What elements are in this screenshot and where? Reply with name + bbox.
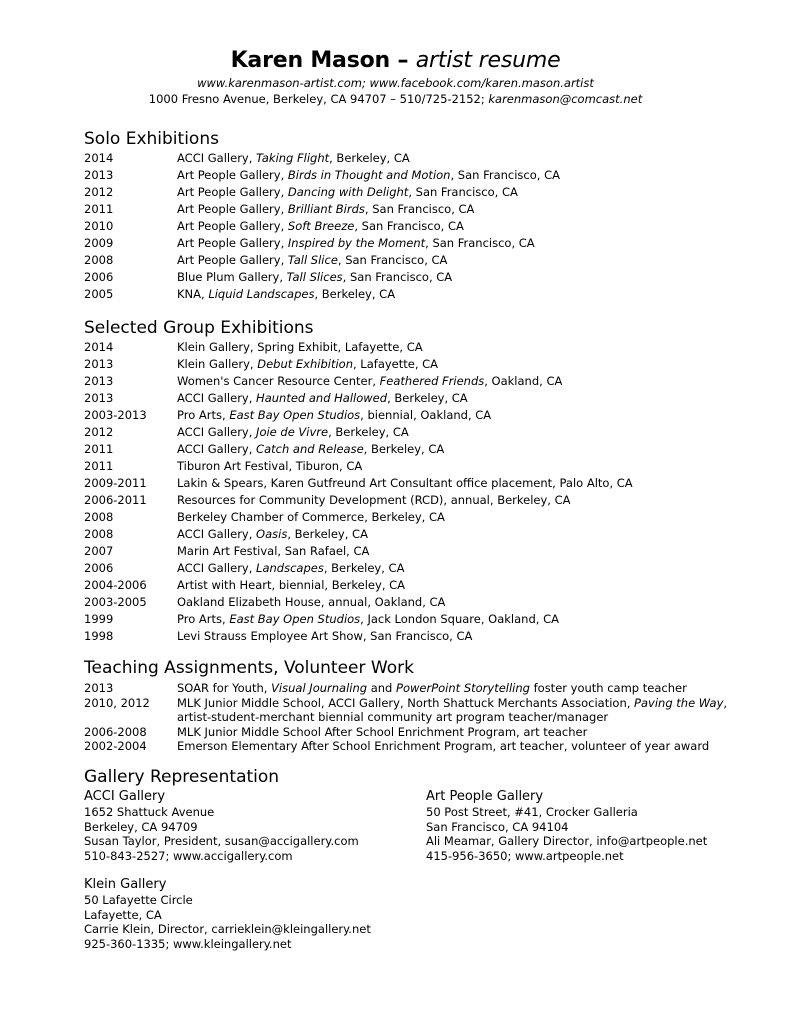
exhibition-row bbox=[84, 458, 744, 475]
teaching-row bbox=[84, 696, 744, 725]
exhibition-details bbox=[177, 269, 744, 286]
teaching-details bbox=[177, 725, 744, 740]
exhibition-details bbox=[177, 356, 744, 373]
exhibition-venue: ACCI Gallery, bbox=[177, 527, 257, 541]
exhibition-location: , Berkeley, CA bbox=[323, 561, 405, 575]
exhibition-year: 2008 bbox=[84, 527, 114, 541]
teaching-details bbox=[177, 681, 744, 696]
exhibition-venue: Pro Arts, bbox=[177, 408, 230, 422]
exhibition-details bbox=[177, 252, 744, 269]
gallery-name: Art People Gallery bbox=[426, 789, 544, 804]
exhibition-details bbox=[177, 201, 744, 218]
exhibition-year: 2013 bbox=[84, 374, 114, 388]
exhibition-row bbox=[84, 509, 744, 526]
exhibition-details bbox=[177, 390, 744, 407]
exhibition-year: 2006 bbox=[84, 270, 114, 284]
teaching-row bbox=[84, 739, 744, 754]
exhibition-year: 2003-2005 bbox=[84, 595, 147, 609]
teaching-details bbox=[177, 739, 744, 754]
exhibition-year: 2004-2006 bbox=[84, 578, 147, 592]
exhibition-venue: KNA, bbox=[177, 287, 209, 301]
exhibition-venue: Art People Gallery, bbox=[177, 253, 288, 267]
exhibition-row bbox=[84, 218, 744, 235]
exhibition-location: , San Francisco, CA bbox=[364, 202, 475, 216]
resume-title bbox=[0, 47, 791, 75]
exhibition-row bbox=[84, 526, 744, 543]
exhibition-venue: ACCI Gallery, bbox=[177, 391, 257, 405]
gallery-line: 510-843-2527; www.accigallery.com bbox=[84, 848, 293, 863]
exhibition-location: , Berkeley, CA bbox=[329, 151, 410, 165]
teaching-row bbox=[84, 725, 744, 740]
exhibition-details bbox=[177, 167, 744, 184]
exhibition-location: , San Francisco, CA bbox=[450, 168, 560, 182]
exhibition-details bbox=[177, 577, 744, 594]
gallery-line: 50 Lafayette Circle bbox=[84, 893, 193, 907]
exhibition-year: 2009-2011 bbox=[84, 476, 147, 490]
exhibition-details bbox=[177, 543, 744, 560]
teaching-program-title: Paving the Way bbox=[634, 695, 724, 710]
exhibition-venue: ACCI Gallery, bbox=[177, 442, 257, 456]
exhibition-location: , San Francisco, CA bbox=[337, 253, 448, 267]
exhibition-venue: Klein Gallery, bbox=[177, 357, 258, 371]
teaching-year: 2002-2004 bbox=[84, 739, 147, 753]
exhibition-show-title: East Bay Open Studios bbox=[229, 612, 361, 626]
exhibition-show-title: East Bay Open Studios bbox=[229, 408, 361, 422]
exhibition-row bbox=[84, 407, 744, 424]
exhibition-year: 2006 bbox=[84, 561, 114, 575]
exhibition-venue: ACCI Gallery, bbox=[177, 151, 257, 165]
exhibition-year: 2007 bbox=[84, 544, 114, 558]
exhibition-row bbox=[84, 339, 744, 356]
exhibition-show-title: Birds in Thought and Motion bbox=[287, 168, 451, 182]
exhibition-show-title: Tall Slices bbox=[286, 270, 343, 284]
exhibition-venue: Levi Strauss Employee Art Show, San Francisco, CA bbox=[177, 629, 473, 643]
exhibition-year: 2011 bbox=[84, 459, 114, 473]
exhibition-year: 2009 bbox=[84, 236, 114, 250]
exhibition-details bbox=[177, 509, 744, 526]
exhibition-year: 2014 bbox=[84, 340, 114, 354]
exhibition-row bbox=[84, 628, 744, 645]
exhibition-show-title: Haunted and Hallowed bbox=[256, 391, 388, 405]
gallery-line: Lafayette, CA bbox=[84, 907, 162, 922]
gallery-line: 415-956-3650; www.artpeople.net bbox=[426, 848, 624, 863]
exhibition-year: 2008 bbox=[84, 510, 114, 524]
teaching-text-continued: artist-student-merchant biennial community art program teacher/manager bbox=[177, 710, 609, 724]
exhibition-row bbox=[84, 577, 744, 594]
exhibition-show-title: Liquid Landscapes bbox=[208, 287, 315, 301]
teaching-year: 2013 bbox=[84, 681, 114, 695]
gallery-line: Berkeley, CA 94709 bbox=[84, 819, 198, 834]
exhibition-show-title: Tall Slice bbox=[287, 253, 338, 267]
exhibition-venue: Berkeley Chamber of Commerce, Berkeley, CA bbox=[177, 510, 445, 524]
exhibition-row bbox=[84, 475, 744, 492]
exhibition-venue: Art People Gallery, bbox=[177, 236, 288, 250]
title-dash: – bbox=[389, 48, 416, 73]
exhibition-show-title: Dancing with Delight bbox=[287, 185, 409, 199]
gallery-art-people bbox=[426, 789, 707, 863]
exhibition-details bbox=[177, 526, 744, 543]
exhibition-details bbox=[177, 339, 744, 356]
exhibition-details bbox=[177, 424, 744, 441]
exhibition-row bbox=[84, 269, 744, 286]
exhibition-row bbox=[84, 356, 744, 373]
exhibition-show-title: Catch and Release bbox=[256, 442, 364, 456]
exhibition-year: 1998 bbox=[84, 629, 114, 643]
exhibition-row bbox=[84, 184, 744, 201]
exhibition-row bbox=[84, 252, 744, 269]
exhibition-show-title: Oasis bbox=[256, 527, 288, 541]
teaching-text: Emerson Elementary After School Enrichment Program, art teacher, volunteer of year award bbox=[177, 739, 710, 753]
exhibition-venue: ACCI Gallery, bbox=[177, 425, 257, 439]
teaching-text: , bbox=[723, 695, 728, 710]
exhibition-year: 2003-2013 bbox=[84, 408, 147, 422]
gallery-name: ACCI Gallery bbox=[84, 789, 166, 804]
teaching-year: 2006-2008 bbox=[84, 724, 147, 739]
exhibition-row bbox=[84, 235, 744, 252]
exhibition-row bbox=[84, 543, 744, 560]
exhibition-year: 2011 bbox=[84, 202, 114, 216]
teaching-year: 2010, 2012 bbox=[84, 695, 150, 710]
exhibition-venue: Art People Gallery, bbox=[177, 219, 288, 233]
group-exhibitions-list bbox=[84, 339, 744, 645]
exhibition-row bbox=[84, 492, 744, 509]
exhibition-row bbox=[84, 286, 744, 303]
teaching-heading: Teaching Assignments, Volunteer Work bbox=[84, 658, 414, 678]
exhibition-venue: Pro Arts, bbox=[177, 612, 230, 626]
exhibition-venue: Blue Plum Gallery, bbox=[177, 270, 287, 284]
gallery-line: 1652 Shattuck Avenue bbox=[84, 805, 215, 819]
exhibition-row bbox=[84, 424, 744, 441]
exhibition-show-title: Feathered Friends bbox=[379, 374, 485, 388]
exhibition-row bbox=[84, 594, 744, 611]
exhibition-details bbox=[177, 458, 744, 475]
exhibition-venue: Oakland Elizabeth House, annual, Oakland, CA bbox=[177, 595, 446, 609]
exhibition-show-title: Debut Exhibition bbox=[257, 357, 353, 371]
exhibition-row bbox=[84, 611, 744, 628]
exhibition-details bbox=[177, 184, 744, 201]
exhibition-location: , Jack London Square, Oakland, CA bbox=[360, 612, 559, 626]
exhibition-venue: Marin Art Festival, San Rafael, CA bbox=[177, 544, 370, 558]
exhibition-location: , San Francisco, CA bbox=[354, 219, 464, 233]
gallery-line: Carrie Klein, Director, carrieklein@kleingallery.net bbox=[84, 922, 371, 936]
solo-exhibitions-heading: Solo Exhibitions bbox=[84, 129, 219, 149]
exhibition-year: 1999 bbox=[84, 612, 114, 626]
exhibition-venue: Tiburon Art Festival, Tiburon, CA bbox=[177, 459, 363, 473]
exhibition-venue: Art People Gallery, bbox=[177, 202, 288, 216]
exhibition-location: , Berkeley, CA bbox=[287, 527, 368, 541]
gallery-line: Susan Taylor, President, susan@accigallery.com bbox=[84, 834, 359, 848]
exhibition-year: 2012 bbox=[84, 425, 114, 439]
group-exhibitions-heading: Selected Group Exhibitions bbox=[84, 318, 314, 338]
exhibition-year: 2005 bbox=[84, 287, 114, 301]
exhibition-row bbox=[84, 373, 744, 390]
exhibition-row bbox=[84, 441, 744, 458]
exhibition-venue: Art People Gallery, bbox=[177, 185, 288, 199]
exhibition-show-title: Inspired by the Moment bbox=[287, 236, 426, 250]
gallery-representation-heading: Gallery Representation bbox=[84, 767, 280, 787]
exhibition-show-title: Landscapes bbox=[256, 561, 324, 575]
teaching-details bbox=[177, 696, 744, 725]
gallery-line: 925-360-1335; www.kleingallery.net bbox=[84, 936, 292, 951]
exhibition-year: 2013 bbox=[84, 391, 114, 405]
email: karenmason@comcast.net bbox=[488, 92, 643, 106]
websites: www.karenmason-artist.com; www.facebook.com/karen.mason.artist bbox=[197, 76, 594, 90]
exhibition-row bbox=[84, 201, 744, 218]
exhibition-venue: ACCI Gallery, bbox=[177, 561, 257, 575]
exhibition-show-title: Brilliant Birds bbox=[287, 202, 365, 216]
exhibition-details bbox=[177, 441, 744, 458]
exhibition-location: , San Francisco, CA bbox=[408, 185, 518, 199]
exhibition-venue: Artist with Heart, biennial, Berkeley, CA bbox=[177, 578, 406, 592]
exhibition-year: 2013 bbox=[84, 357, 114, 371]
exhibition-details bbox=[177, 407, 744, 424]
exhibition-venue: Resources for Community Development (RCD), annual, Berkeley, CA bbox=[177, 493, 571, 507]
teaching-list bbox=[84, 681, 744, 754]
exhibition-year: 2013 bbox=[84, 168, 114, 182]
teaching-text: and bbox=[367, 681, 397, 695]
resume-header bbox=[0, 47, 791, 107]
exhibition-venue: Klein Gallery, Spring Exhibit, Lafayette, CA bbox=[177, 340, 423, 354]
exhibition-details bbox=[177, 475, 744, 492]
exhibition-row bbox=[84, 167, 744, 184]
exhibition-location: , Berkeley, CA bbox=[363, 442, 445, 456]
exhibition-row bbox=[84, 560, 744, 577]
gallery-klein bbox=[84, 877, 371, 951]
address-phone: 1000 Fresno Avenue, Berkeley, CA 94707 – 510/725-2152; bbox=[148, 92, 489, 106]
gallery-line: San Francisco, CA 94104 bbox=[426, 819, 569, 834]
gallery-name: Klein Gallery bbox=[84, 877, 167, 892]
exhibition-details bbox=[177, 286, 744, 303]
teaching-text: SOAR for Youth, bbox=[177, 681, 272, 695]
teaching-text: MLK Junior Middle School, ACCI Gallery, North Shattuck Merchants Association, bbox=[177, 695, 635, 710]
exhibition-location: , Lafayette, CA bbox=[353, 357, 439, 371]
exhibition-details bbox=[177, 594, 744, 611]
exhibition-location: , San Francisco, CA bbox=[342, 270, 453, 284]
exhibition-venue: Lakin & Spears, Karen Gutfreund Art Consultant office placement, Palo Alto, CA bbox=[177, 476, 633, 490]
exhibition-location: , Oakland, CA bbox=[484, 374, 563, 388]
exhibition-show-title: Soft Breeze bbox=[287, 219, 355, 233]
exhibition-location: , biennial, Oakland, CA bbox=[360, 408, 492, 422]
artist-name: Karen Mason bbox=[230, 48, 390, 73]
exhibition-row bbox=[84, 150, 744, 167]
exhibition-year: 2011 bbox=[84, 442, 114, 456]
exhibition-details bbox=[177, 373, 744, 390]
exhibition-year: 2008 bbox=[84, 253, 114, 267]
solo-exhibitions-list bbox=[84, 150, 744, 303]
exhibition-details bbox=[177, 560, 744, 577]
exhibition-venue: Women's Cancer Resource Center, bbox=[177, 374, 380, 388]
exhibition-venue: Art People Gallery, bbox=[177, 168, 288, 182]
exhibition-year: 2012 bbox=[84, 185, 114, 199]
exhibition-location: , San Francisco, CA bbox=[425, 236, 535, 250]
teaching-program-title: PowerPoint Storytelling bbox=[396, 681, 530, 695]
websites-line bbox=[0, 75, 791, 91]
exhibition-details bbox=[177, 611, 744, 628]
gallery-acci bbox=[84, 789, 359, 863]
teaching-program-title: Visual Journaling bbox=[271, 681, 368, 695]
exhibition-year: 2014 bbox=[84, 151, 114, 165]
exhibition-details bbox=[177, 628, 744, 645]
resume-subtitle: artist resume bbox=[415, 48, 561, 73]
exhibition-location: , Berkeley, CA bbox=[387, 391, 468, 405]
exhibition-location: , Berkeley, CA bbox=[314, 287, 396, 301]
exhibition-row bbox=[84, 390, 744, 407]
gallery-line: 50 Post Street, #41, Crocker Galleria bbox=[426, 805, 638, 819]
exhibition-location: , Berkeley, CA bbox=[328, 425, 409, 439]
contact-line bbox=[0, 91, 791, 107]
exhibition-details bbox=[177, 235, 744, 252]
teaching-text: foster youth camp teacher bbox=[529, 681, 687, 695]
gallery-line: Ali Meamar, Gallery Director, info@artpeople.net bbox=[426, 834, 708, 848]
exhibition-year: 2010 bbox=[84, 219, 114, 233]
exhibition-details bbox=[177, 218, 744, 235]
teaching-text: MLK Junior Middle School After School Enrichment Program, art teacher bbox=[177, 724, 588, 739]
exhibition-show-title: Joie de Vivre bbox=[256, 425, 329, 439]
teaching-row bbox=[84, 681, 744, 696]
exhibition-details bbox=[177, 492, 744, 509]
exhibition-year: 2006-2011 bbox=[84, 493, 147, 507]
exhibition-show-title: Taking Flight bbox=[256, 151, 330, 165]
exhibition-details bbox=[177, 150, 744, 167]
